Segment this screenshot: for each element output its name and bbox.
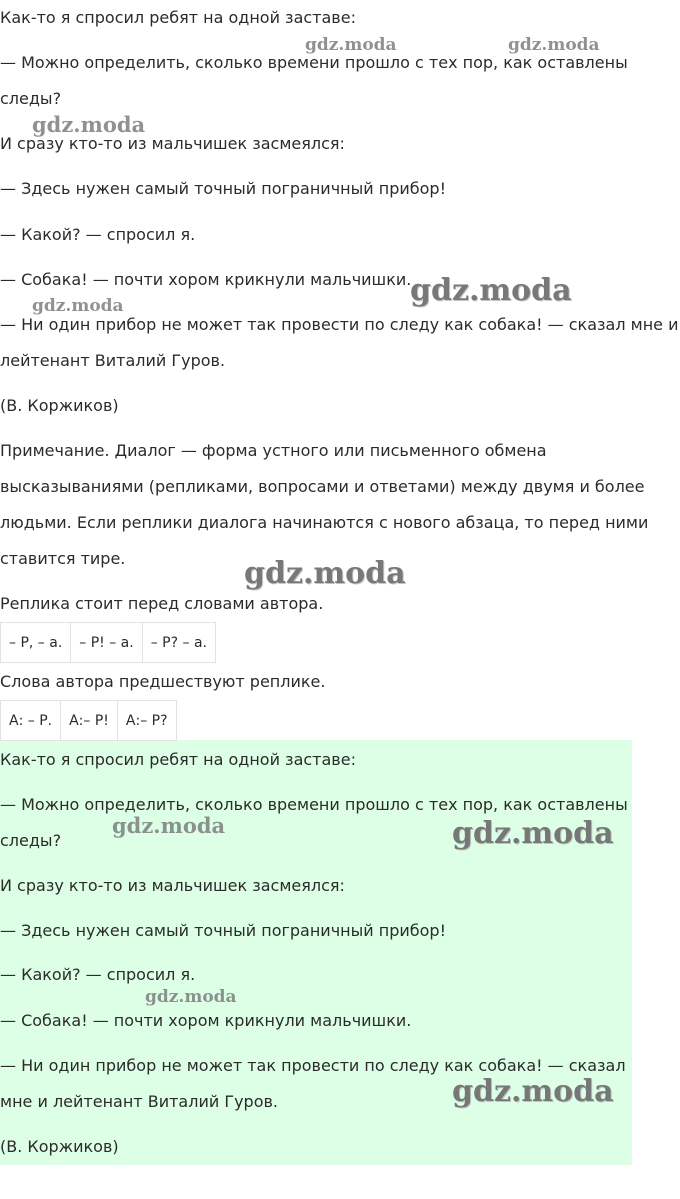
answer-line: — Здесь нужен самый точный пограничный прибор! [0, 921, 446, 940]
author-credit: (В. Коржиков) [0, 396, 119, 415]
note-line: ставится тире. [0, 549, 126, 568]
text-line: Как-то я спросил ребят на одной заставе: [0, 8, 356, 27]
text-line: — Здесь нужен самый точный пограничный прибор! [0, 179, 446, 198]
text-line: И сразу кто-то из мальчишек засмеялся: [0, 134, 345, 153]
scheme-table [0, 622, 216, 663]
answer-line: — Ни один прибор не может так провести по следу как собака! — сказал [0, 1056, 626, 1075]
scheme-caption: Слова автора предшествуют реплике. [0, 672, 326, 691]
answer-credit: (В. Коржиков) [0, 1137, 119, 1156]
watermark: gdz.moda [32, 296, 124, 316]
note-line: высказываниями (репликами, вопросами и ответами) между двумя и более [0, 477, 645, 496]
answer-line: — Можно определить, сколько времени прошло с тех пор, как оставлены [0, 795, 628, 814]
watermark: gdz.moda [145, 987, 237, 1007]
answer-line: мне и лейтенант Виталий Гуров. [0, 1092, 279, 1111]
answer-line: — Какой? — спросил я. [0, 965, 196, 984]
text-line: следы? [0, 89, 62, 108]
watermark: gdz.moda [452, 1074, 614, 1109]
text-line: — Можно определить, сколько времени прошло с тех пор, как оставлены [0, 53, 628, 72]
watermark: gdz.moda [452, 816, 614, 851]
text-line: — Какой? — спросил я. [0, 225, 196, 244]
watermark: gdz.moda [244, 556, 406, 591]
scheme-table [0, 700, 177, 741]
answer-line: следы? [0, 831, 62, 850]
note-line: людьми. Если реплики диалога начинаются с нового абзаца, то перед ними [0, 513, 649, 532]
text-line: — Собака! — почти хором крикнули мальчишки. [0, 270, 412, 289]
scheme-cell: А: – Р. [1, 701, 61, 741]
scheme-cell: – Р, – а. [1, 623, 71, 663]
scheme-caption: Реплика стоит перед словами автора. [0, 594, 324, 613]
watermark: gdz.moda [305, 35, 397, 55]
scheme-cell: А:– Р? [117, 701, 176, 741]
answer-line: — Собака! — почти хором крикнули мальчишки. [0, 1011, 412, 1030]
text-line: лейтенант Виталий Гуров. [0, 351, 226, 370]
note-line: Примечание. Диалог — форма устного или письменного обмена [0, 441, 547, 460]
scheme-cell: А:– Р! [61, 701, 118, 741]
watermark: gdz.moda [508, 35, 600, 55]
watermark: gdz.moda [410, 273, 572, 308]
watermark: gdz.moda [112, 813, 226, 838]
answer-line: Как-то я спросил ребят на одной заставе: [0, 750, 356, 769]
scheme-cell: – Р! – а. [71, 623, 142, 663]
watermark: gdz.moda [32, 112, 146, 137]
scheme-cell: – Р? – а. [142, 623, 215, 663]
text-line: — Ни один прибор не может так провести по следу как собака! — сказал мне и [0, 315, 679, 334]
answer-line: И сразу кто-то из мальчишек засмеялся: [0, 876, 345, 895]
